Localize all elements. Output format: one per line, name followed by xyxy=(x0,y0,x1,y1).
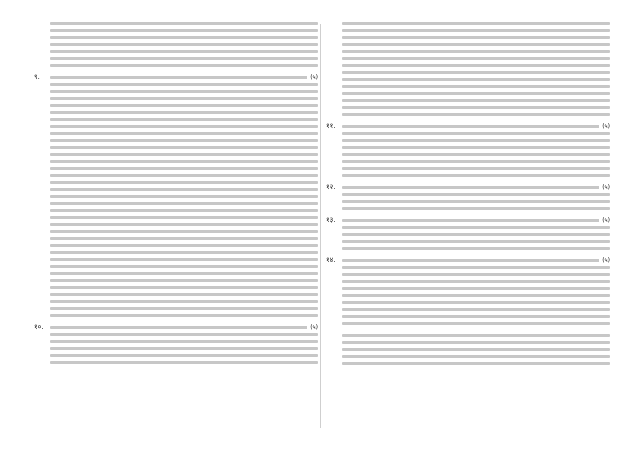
text-line xyxy=(342,205,610,212)
line-text xyxy=(50,202,318,205)
line-text xyxy=(342,200,610,203)
text-line xyxy=(342,83,610,90)
line-text xyxy=(50,64,318,67)
line-text xyxy=(342,106,610,109)
question-block xyxy=(34,20,318,69)
text-line xyxy=(50,193,318,200)
line-text xyxy=(50,326,318,329)
question-block xyxy=(326,123,610,179)
text-line xyxy=(342,346,610,353)
line-text xyxy=(342,132,610,135)
text-line xyxy=(342,165,610,172)
line-text xyxy=(50,83,318,86)
text-line xyxy=(50,312,318,319)
line-text xyxy=(50,146,318,149)
text-line xyxy=(50,228,318,235)
text-line xyxy=(342,217,610,224)
text-line xyxy=(50,123,318,130)
text-line xyxy=(50,172,318,179)
line-text xyxy=(342,287,610,290)
line-text xyxy=(50,104,318,107)
text-line xyxy=(50,74,318,81)
line-text xyxy=(342,71,610,74)
line-text xyxy=(342,301,610,304)
text-line xyxy=(50,95,318,102)
text-line xyxy=(342,55,610,62)
text-line xyxy=(342,69,610,76)
marks-label: (५) xyxy=(307,324,318,331)
question-number: १४. xyxy=(326,256,336,264)
question-block xyxy=(326,184,610,212)
line-text xyxy=(342,167,610,170)
text-line xyxy=(342,257,610,264)
text-line xyxy=(50,270,318,277)
text-line xyxy=(50,345,318,352)
text-line xyxy=(342,151,610,158)
text-line xyxy=(50,324,318,331)
line-text xyxy=(342,322,610,325)
line-text xyxy=(342,341,610,344)
question-block xyxy=(326,257,610,327)
question-text xyxy=(342,257,610,327)
text-line xyxy=(50,165,318,172)
line-text xyxy=(342,247,610,250)
text-line xyxy=(342,360,610,367)
line-text xyxy=(50,153,318,156)
marks-label: (५) xyxy=(599,257,610,264)
line-text xyxy=(50,125,318,128)
line-text xyxy=(50,223,318,226)
text-line xyxy=(342,27,610,34)
line-text xyxy=(342,125,610,128)
text-line xyxy=(50,62,318,69)
line-text xyxy=(50,111,318,114)
question-number: ९. xyxy=(34,73,40,81)
text-line xyxy=(342,90,610,97)
text-line xyxy=(50,88,318,95)
text-line xyxy=(342,20,610,27)
question-text xyxy=(342,184,610,212)
text-line xyxy=(50,41,318,48)
text-line xyxy=(342,278,610,285)
text-line xyxy=(50,55,318,62)
text-line xyxy=(50,48,318,55)
text-line xyxy=(342,332,610,339)
line-text xyxy=(50,43,318,46)
question-text xyxy=(342,217,610,252)
text-line xyxy=(50,338,318,345)
text-line xyxy=(342,184,610,191)
question-block xyxy=(326,217,610,252)
question-number: १०. xyxy=(34,323,44,331)
line-text xyxy=(342,64,610,67)
text-line xyxy=(50,102,318,109)
text-line xyxy=(342,306,610,313)
line-text xyxy=(342,22,610,25)
text-line xyxy=(50,256,318,263)
text-line xyxy=(50,200,318,207)
text-line xyxy=(342,224,610,231)
line-text xyxy=(50,57,318,60)
line-text xyxy=(342,207,610,210)
line-text xyxy=(342,146,610,149)
text-line xyxy=(342,231,610,238)
text-line xyxy=(50,277,318,284)
text-line xyxy=(342,41,610,48)
text-line xyxy=(50,158,318,165)
text-line xyxy=(342,313,610,320)
question-block xyxy=(326,332,610,367)
text-line xyxy=(50,249,318,256)
line-text xyxy=(50,265,318,268)
text-line xyxy=(50,284,318,291)
line-text xyxy=(342,36,610,39)
line-text xyxy=(50,347,318,350)
text-line xyxy=(50,179,318,186)
text-line xyxy=(342,198,610,205)
line-text xyxy=(342,153,610,156)
question-number: १३. xyxy=(326,216,336,224)
text-line xyxy=(342,238,610,245)
line-text xyxy=(342,355,610,358)
line-text xyxy=(50,139,318,142)
column-divider xyxy=(320,24,321,428)
text-line xyxy=(50,214,318,221)
line-text xyxy=(342,226,610,229)
line-text xyxy=(50,174,318,177)
question-text xyxy=(342,123,610,179)
text-line xyxy=(342,339,610,346)
text-line xyxy=(342,97,610,104)
line-text xyxy=(342,160,610,163)
line-text xyxy=(50,286,318,289)
text-line xyxy=(50,352,318,359)
left-column xyxy=(34,20,318,434)
question-block xyxy=(326,20,610,118)
line-text xyxy=(342,266,610,269)
text-line xyxy=(50,109,318,116)
question-text xyxy=(50,324,318,366)
text-line xyxy=(342,191,610,198)
line-text xyxy=(342,43,610,46)
text-line xyxy=(342,172,610,179)
text-line xyxy=(50,305,318,312)
line-text xyxy=(342,280,610,283)
question-block xyxy=(34,74,318,319)
text-line xyxy=(50,291,318,298)
text-line xyxy=(50,151,318,158)
text-line xyxy=(50,221,318,228)
line-text xyxy=(50,167,318,170)
line-text xyxy=(50,76,318,79)
line-text xyxy=(50,244,318,247)
text-line xyxy=(342,137,610,144)
line-text xyxy=(342,113,610,116)
text-line xyxy=(342,130,610,137)
text-line xyxy=(342,111,610,118)
text-line xyxy=(342,264,610,271)
line-text xyxy=(342,85,610,88)
line-text xyxy=(50,230,318,233)
text-line xyxy=(50,144,318,151)
question-text xyxy=(342,20,610,118)
line-text xyxy=(50,293,318,296)
text-line xyxy=(342,144,610,151)
line-text xyxy=(50,181,318,184)
line-text xyxy=(342,219,610,222)
line-text xyxy=(342,78,610,81)
question-block xyxy=(34,324,318,366)
text-line xyxy=(50,359,318,366)
line-text xyxy=(50,361,318,364)
text-line xyxy=(50,81,318,88)
text-line xyxy=(342,245,610,252)
line-text xyxy=(50,333,318,336)
text-line xyxy=(50,186,318,193)
line-text xyxy=(342,233,610,236)
text-line xyxy=(50,235,318,242)
marks-label: (५) xyxy=(307,74,318,81)
line-text xyxy=(342,186,610,189)
line-text xyxy=(50,50,318,53)
text-line xyxy=(342,123,610,130)
line-text xyxy=(50,314,318,317)
text-line xyxy=(50,207,318,214)
marks-label: (५) xyxy=(599,184,610,191)
text-line xyxy=(50,298,318,305)
line-text xyxy=(50,216,318,219)
line-text xyxy=(50,354,318,357)
question-text xyxy=(50,20,318,69)
line-text xyxy=(50,160,318,163)
line-text xyxy=(342,92,610,95)
text-line xyxy=(342,299,610,306)
line-text xyxy=(50,132,318,135)
right-column xyxy=(326,20,610,434)
line-text xyxy=(50,97,318,100)
text-line xyxy=(50,137,318,144)
line-text xyxy=(342,294,610,297)
line-text xyxy=(342,273,610,276)
text-line xyxy=(342,76,610,83)
text-line xyxy=(50,116,318,123)
text-line xyxy=(50,130,318,137)
text-line xyxy=(50,263,318,270)
line-text xyxy=(342,315,610,318)
line-text xyxy=(342,259,610,262)
question-text xyxy=(342,332,610,367)
line-text xyxy=(50,22,318,25)
marks-label: (५) xyxy=(599,217,610,224)
line-text xyxy=(342,29,610,32)
line-text xyxy=(342,334,610,337)
text-line xyxy=(342,62,610,69)
line-text xyxy=(50,300,318,303)
text-line xyxy=(342,104,610,111)
line-text xyxy=(50,29,318,32)
line-text xyxy=(50,36,318,39)
line-text xyxy=(342,240,610,243)
line-text xyxy=(50,209,318,212)
line-text xyxy=(342,362,610,365)
line-text xyxy=(50,251,318,254)
line-text xyxy=(50,307,318,310)
text-line xyxy=(342,271,610,278)
marks-label: (५) xyxy=(599,123,610,130)
line-text xyxy=(342,174,610,177)
line-text xyxy=(342,139,610,142)
text-line xyxy=(342,285,610,292)
text-line xyxy=(342,34,610,41)
text-line xyxy=(50,20,318,27)
text-line xyxy=(50,242,318,249)
line-text xyxy=(50,195,318,198)
text-line xyxy=(342,48,610,55)
line-text xyxy=(50,279,318,282)
line-text xyxy=(50,258,318,261)
line-text xyxy=(342,57,610,60)
question-number: ११. xyxy=(326,122,336,130)
question-text xyxy=(50,74,318,319)
line-text xyxy=(342,99,610,102)
line-text xyxy=(50,90,318,93)
text-line xyxy=(342,320,610,327)
line-text xyxy=(342,308,610,311)
line-text xyxy=(50,272,318,275)
text-line xyxy=(342,292,610,299)
line-text xyxy=(342,50,610,53)
line-text xyxy=(50,188,318,191)
text-line xyxy=(342,158,610,165)
line-text xyxy=(50,237,318,240)
line-text xyxy=(50,340,318,343)
text-line xyxy=(342,353,610,360)
text-line xyxy=(50,331,318,338)
text-line xyxy=(50,27,318,34)
line-text xyxy=(342,348,610,351)
text-line xyxy=(50,34,318,41)
line-text xyxy=(50,118,318,121)
line-text xyxy=(342,193,610,196)
question-number: १२. xyxy=(326,183,336,191)
